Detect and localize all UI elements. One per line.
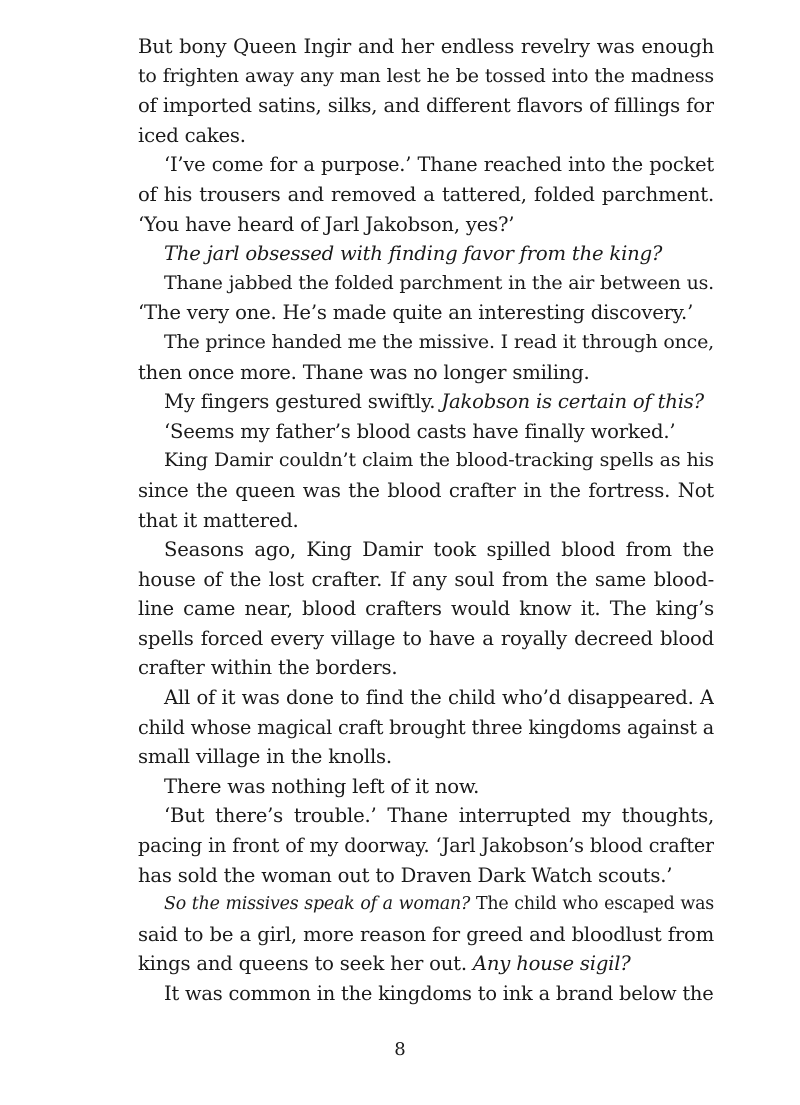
text-segment: ‘Seems my father’s blood casts have finally worked.’ [164,419,676,443]
text-segment: then once more. Thane was no longer smiling. [138,360,590,384]
text-segment: Seasons ago, King Damir took spilled blood from the [164,538,714,562]
paragraph [138,801,714,890]
text-line [138,535,714,565]
text-line [138,121,714,151]
text-line [138,683,714,713]
page-number: 8 [394,1039,406,1060]
text-line [138,861,714,891]
text-line [138,920,714,950]
book-page-body [138,32,714,1009]
text-line [138,713,714,743]
text-segment: King Damir couldn’t claim the blood-tracking spells as his [164,449,714,472]
text-line [138,298,714,328]
text-segment: But bony Queen Ingir and her endless revelry was enough [138,35,714,58]
text-line [138,653,714,683]
text-line [138,506,714,536]
paragraph [138,387,714,417]
text-segment: said to be a girl, more reason for greed and bloodlust from [138,922,714,946]
text-line [138,742,714,772]
text-line [138,62,714,92]
text-line [138,565,714,595]
text-segment: It was common in the kingdoms to ink a brand below the [164,982,714,1005]
text-segment: spells forced every village to have a royally decreed blood [138,626,714,650]
text-segment: There was nothing left of it now. [164,774,480,798]
paragraph [138,150,714,239]
text-segment: The prince handed me the missive. I read it through once, [164,330,714,353]
text-line [138,594,714,624]
text-line [138,210,714,240]
text-line [138,239,714,269]
text-segment: of his trousers and removed a tattered, folded parchment. [138,182,714,206]
paragraph [138,979,714,1009]
text-segment: ‘But there’s trouble.’ Thane interrupted my thoughts, [164,804,714,828]
text-line [138,949,714,979]
text-segment: to frighten away any man lest he be tossed into the madness [138,64,714,87]
text-line [138,32,714,62]
text-line [138,269,714,299]
text-segment: ‘I’ve come for a purpose.’ Thane reached into the pocket [164,153,714,177]
text-segment: small village in the knolls. [138,745,392,769]
italic-text: Jakobson is certain of this? [441,390,704,414]
text-line [138,417,714,447]
italic-text: So the missives speak of a woman? [164,894,471,915]
text-segment: ‘The very one. He’s made quite an interesting discovery.’ [138,301,694,325]
text-segment: kings and queens to seek her out. [138,952,473,976]
paragraph [138,32,714,150]
paragraph [138,239,714,269]
text-line [138,446,714,476]
paragraph [138,328,714,387]
text-line [138,772,714,802]
paragraph [138,417,714,447]
text-segment: line came near, blood crafters would know it. The king’s [138,597,714,621]
text-line [138,801,714,831]
text-segment: iced cakes. [138,123,246,147]
text-segment: child whose magical craft brought three kingdoms against a [138,715,714,739]
paragraph [138,269,714,328]
text-segment: has sold the woman out to Draven Dark Watch scouts.’ [138,863,673,887]
text-segment: that it mattered. [138,508,299,532]
text-segment: Thane jabbed the folded parchment in the air between us. [164,271,714,294]
italic-text: The jarl obsessed with finding favor from the king? [164,242,663,266]
italic-text: Any house sigil? [472,952,631,976]
text-line [138,624,714,654]
text-line [138,387,714,417]
text-line [138,328,714,358]
text-segment: since the queen was the blood crafter in the fortress. Not [138,478,714,502]
text-segment: house of the lost crafter. If any soul from the same blood- [138,567,714,591]
paragraph [138,535,714,683]
text-line [138,150,714,180]
text-segment: The child who escaped was [470,894,714,915]
paragraph [138,683,714,772]
text-line [138,890,714,920]
text-line [138,476,714,506]
text-line [138,358,714,388]
text-segment: My fingers gestured swiftly. [164,390,442,414]
paragraph [138,890,714,979]
text-segment: crafter within the borders. [138,656,398,680]
text-line [138,180,714,210]
text-segment: All of it was done to find the child who’d disappeared. A [164,686,714,710]
text-line [138,831,714,861]
text-segment: of imported satins, silks, and different flavors of fillings for [138,94,714,118]
text-line [138,979,714,1009]
text-segment: ‘You have heard of Jarl Jakobson, yes?’ [138,212,515,236]
text-segment: pacing in front of my doorway. ‘Jarl Jakobson’s blood crafter [138,834,714,858]
text-line [138,91,714,121]
paragraph [138,446,714,535]
paragraph [138,772,714,802]
